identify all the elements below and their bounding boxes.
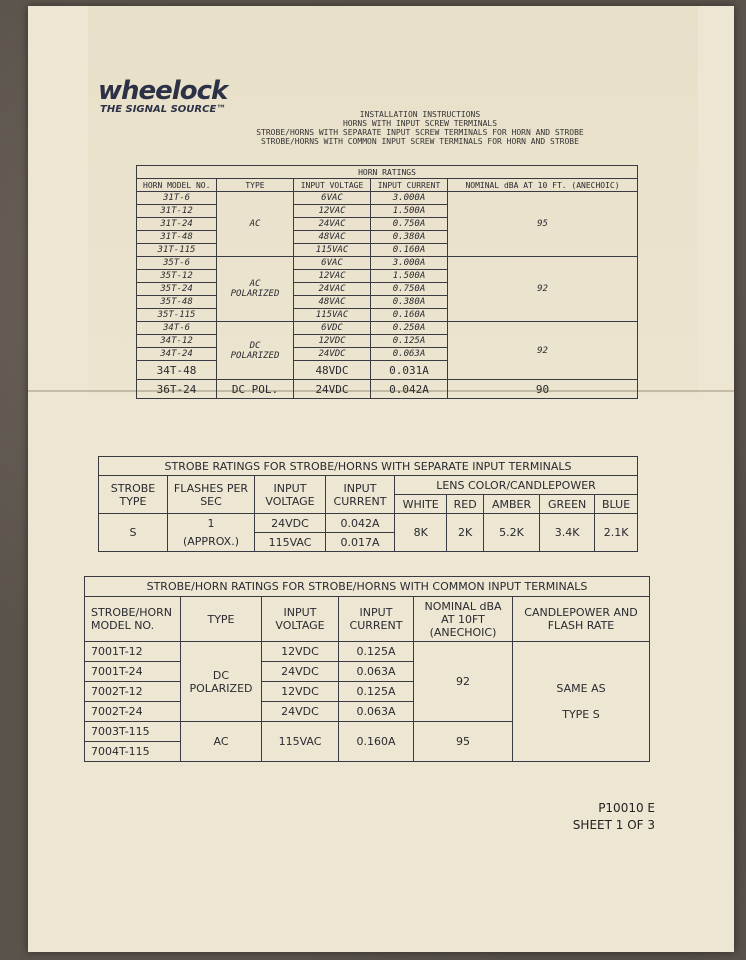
model-cell: 31T-12: [137, 205, 217, 218]
col-input-current: INPUT CURRENT: [326, 476, 395, 514]
model-cell: 34T-12: [137, 335, 217, 348]
common-input-ratings-table: [84, 576, 650, 762]
current-cell: 0.063A: [371, 348, 448, 361]
voltage-cell: 12VAC: [294, 205, 371, 218]
sheet-number: SHEET 1 OF 3: [572, 818, 655, 832]
col-horn-model: HORN MODEL NO.: [137, 179, 217, 192]
type-cell: DC POL.: [217, 380, 294, 399]
current-cell: 1.500A: [371, 205, 448, 218]
model-cell: 34T-6: [137, 322, 217, 335]
type-polarized: POLARIZED: [230, 350, 280, 361]
col-input-voltage: INPUT VOLTAGE: [255, 476, 326, 514]
current-cell: 0.250A: [371, 322, 448, 335]
current-cell: 0.160A: [371, 309, 448, 322]
col-strobe-horn-model: STROBE/HORN MODEL NO.: [85, 597, 181, 642]
candlepower-cell: [513, 642, 650, 762]
header-line-1: INSTALLATION INSTRUCTIONS: [359, 110, 481, 119]
strobe-ratings-table: [98, 456, 638, 552]
type-dc: DC: [212, 668, 230, 682]
type-cell: [217, 322, 294, 380]
model-cell: 31T-115: [137, 244, 217, 257]
type-cell: AC: [181, 722, 262, 762]
current-cell: 0.042A: [371, 380, 448, 399]
wheelock-logo: wheelock: [98, 76, 228, 106]
model-cell: 34T-48: [137, 361, 217, 380]
col-input-current: INPUT CURRENT: [371, 179, 448, 192]
current-cell: 3.000A: [371, 192, 448, 205]
header-line-4: STROBE/HORNS WITH COMMON INPUT SCREW TERMINALS FOR HORN AND STROBE: [261, 137, 579, 146]
current-cell: 0.750A: [371, 283, 448, 296]
current-cell: 0.125A: [339, 682, 414, 702]
model-cell: 35T-115: [137, 309, 217, 322]
model-cell: 7001T-12: [85, 642, 181, 662]
current-cell: 0.750A: [371, 218, 448, 231]
lens-color-red: RED: [447, 495, 484, 514]
model-cell: 7002T-24: [85, 702, 181, 722]
col-nominal-dba: NOMINAL dBA AT 10 FT. (ANECHOIC): [448, 179, 638, 192]
voltage-value: 115VAC: [255, 533, 326, 552]
voltage-value: 24VDC: [255, 514, 326, 533]
type-ac: AC: [249, 279, 261, 289]
current-cell: 0.160A: [339, 722, 414, 762]
model-cell: 31T-6: [137, 192, 217, 205]
lens-color-white: WHITE: [395, 495, 447, 514]
horn-ratings-table: [136, 165, 638, 399]
model-cell: 7001T-24: [85, 662, 181, 682]
model-cell: 34T-24: [137, 348, 217, 361]
col-input-voltage: INPUT VOLTAGE: [294, 179, 371, 192]
table-row: [137, 257, 638, 270]
header-line-2: HORNS WITH INPUT SCREW TERMINALS: [342, 119, 498, 128]
dba-cell: 92: [414, 642, 513, 722]
dba-cell: 95: [414, 722, 513, 762]
table-row: [137, 380, 638, 399]
voltage-cell: 24VAC: [294, 218, 371, 231]
voltage-cell: 115VAC: [262, 722, 339, 762]
dba-cell: 92: [448, 322, 638, 380]
model-cell: 7002T-12: [85, 682, 181, 702]
current-cell: 0.380A: [371, 231, 448, 244]
voltage-cell: 24VDC: [294, 380, 371, 399]
type-cell: AC: [217, 192, 294, 257]
current-cell: 3.000A: [371, 257, 448, 270]
col-input-voltage: INPUT VOLTAGE: [262, 597, 339, 642]
dba-cell: 90: [448, 380, 638, 399]
col-candlepower: CANDLEPOWER AND FLASH RATE: [513, 597, 650, 642]
table-row: [137, 192, 638, 205]
model-cell: 35T-6: [137, 257, 217, 270]
voltage-cell: 24VAC: [294, 283, 371, 296]
voltage-cell: 12VDC: [262, 642, 339, 662]
col-input-current: INPUT CURRENT: [339, 597, 414, 642]
type-s-text: TYPE S: [562, 708, 600, 721]
voltage-cell: 48VAC: [294, 296, 371, 309]
table-row: [85, 642, 650, 662]
current-cell: 0.063A: [339, 702, 414, 722]
voltage-cell: 6VAC: [294, 192, 371, 205]
model-cell: 36T-24: [137, 380, 217, 399]
model-cell: 35T-12: [137, 270, 217, 283]
candlepower-white: 8K: [395, 514, 447, 552]
voltage-cell: 115VAC: [294, 244, 371, 257]
table-row: [137, 322, 638, 335]
type-dc: DC: [249, 340, 261, 351]
voltage-cell: 115VAC: [294, 309, 371, 322]
candlepower-red: 2K: [447, 514, 484, 552]
current-cell: 0.380A: [371, 296, 448, 309]
voltage-cell: 12VDC: [294, 335, 371, 348]
model-cell: 7004T-115: [85, 742, 181, 762]
dba-cell: 95: [448, 192, 638, 257]
candlepower-amber: 5.2K: [483, 514, 539, 552]
col-strobe-type: STROBE TYPE: [99, 476, 168, 514]
header-line-3: STROBE/HORNS WITH SEPARATE INPUT SCREW TERMINALS FOR HORN AND STROBE: [256, 128, 584, 137]
flashes-value: 1: [168, 514, 255, 533]
col-type: TYPE: [181, 597, 262, 642]
model-cell: 31T-48: [137, 231, 217, 244]
current-cell: 0.063A: [339, 662, 414, 682]
logo-tagline: THE SIGNAL SOURCE™: [100, 104, 227, 115]
candlepower-blue: 2.1K: [595, 514, 638, 552]
type-polarized: POLARIZED: [189, 681, 253, 695]
lens-color-blue: BLUE: [595, 495, 638, 514]
document-number: P10010 E: [598, 801, 655, 815]
current-cell: 0.125A: [339, 642, 414, 662]
model-cell: 35T-24: [137, 283, 217, 296]
voltage-cell: 6VAC: [294, 257, 371, 270]
current-value: 0.017A: [326, 533, 395, 552]
voltage-cell: 48VDC: [294, 361, 371, 380]
current-cell: 0.031A: [371, 361, 448, 380]
strobe-table-title: STROBE RATINGS FOR STROBE/HORNS WITH SEPARATE INPUT TERMINALS: [99, 457, 638, 476]
model-cell: 7003T-115: [85, 722, 181, 742]
horn-table-title: HORN RATINGS: [137, 166, 638, 179]
current-cell: 0.160A: [371, 244, 448, 257]
common-table-title: STROBE/HORN RATINGS FOR STROBE/HORNS WITH COMMON INPUT TERMINALS: [85, 577, 650, 597]
voltage-cell: 24VDC: [294, 348, 371, 361]
voltage-cell: 6VDC: [294, 322, 371, 335]
document-footer: [560, 800, 655, 834]
dba-cell: 92: [448, 257, 638, 322]
col-lens-color: LENS COLOR/CANDLEPOWER: [395, 476, 638, 495]
lens-color-amber: AMBER: [483, 495, 539, 514]
current-cell: 1.500A: [371, 270, 448, 283]
type-polarized: POLARIZED: [230, 289, 280, 299]
voltage-cell: 12VAC: [294, 270, 371, 283]
voltage-cell: 24VDC: [262, 702, 339, 722]
voltage-cell: 48VAC: [294, 231, 371, 244]
lens-color-green: GREEN: [540, 495, 595, 514]
current-cell: 0.125A: [371, 335, 448, 348]
voltage-cell: 12VDC: [262, 682, 339, 702]
flashes-approx: (APPROX.): [168, 533, 255, 552]
voltage-cell: 24VDC: [262, 662, 339, 682]
model-cell: 35T-48: [137, 296, 217, 309]
candlepower-green: 3.4K: [540, 514, 595, 552]
type-cell: [181, 642, 262, 722]
same-as-text: SAME AS: [556, 682, 606, 695]
type-cell: [217, 257, 294, 322]
col-type: TYPE: [217, 179, 294, 192]
col-flashes-per-sec: FLASHES PER SEC: [168, 476, 255, 514]
model-cell: 31T-24: [137, 218, 217, 231]
current-value: 0.042A: [326, 514, 395, 533]
strobe-type-value: S: [99, 514, 168, 552]
col-nominal-dba: NOMINAL dBA AT 10FT (ANECHOIC): [414, 597, 513, 642]
